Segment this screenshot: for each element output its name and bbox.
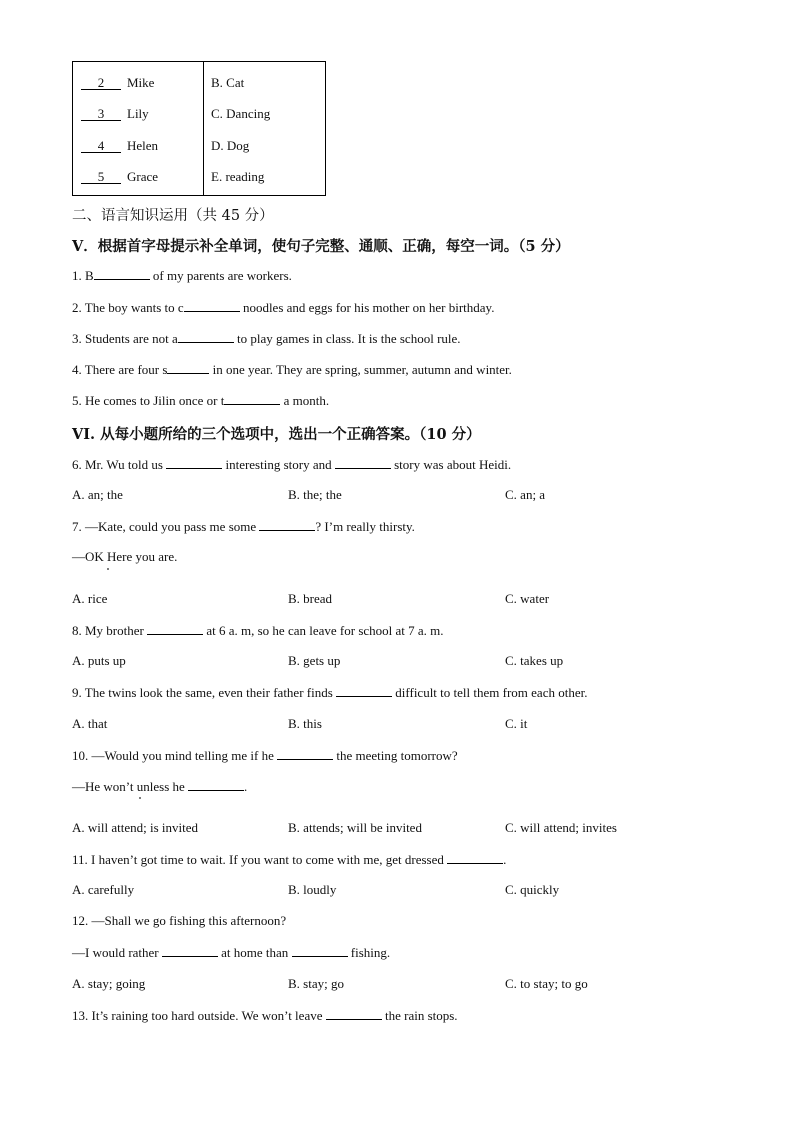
question-9: 9. The twins look the same, even their father finds difficult to tell them from each other. (72, 685, 588, 700)
option-c: C. it (505, 716, 528, 731)
fill-item-1: 1. B of my parents are workers. (72, 268, 292, 283)
section-6-title: VI. 从每小题所给的三个选项中，选出一个正确答案。（10 分） (72, 426, 481, 443)
answer-blank (178, 330, 234, 343)
answer-blank (94, 267, 150, 280)
answer-blank (166, 456, 222, 469)
answer-blank (336, 684, 392, 697)
question-10-reply: —He won’t unless he . (72, 779, 248, 794)
matching-right-item: D. Dog (211, 138, 250, 153)
question-11: 11. I haven’t got time to wait. If you want to come with me, get dressed . (72, 852, 507, 867)
option-b: B. loudly (288, 882, 337, 897)
question-13: 13. It’s raining too hard outside. We won’t leave the rain stops. (72, 1008, 458, 1023)
option-c: C. an; a (505, 487, 546, 502)
answer-blank (277, 747, 333, 760)
question-7: 7. —Kate, could you pass me some ? I’m really thirsty. (72, 519, 415, 534)
option-b: B. stay; go (288, 976, 344, 991)
fill-item-3: 3. Students are not a to play games in class. It is the school rule. (72, 331, 461, 346)
question-8: 8. My brother at 6 a. m, so he can leave for school at 7 a. m. (72, 623, 444, 638)
answer-blank (326, 1007, 382, 1020)
fill-item-5: 5. He comes to Jilin once or t a month. (72, 393, 330, 408)
punctuation-dot (107, 568, 109, 570)
fill-item-2: 2. The boy wants to c noodles and eggs for his mother on her birthday. (72, 300, 495, 315)
answer-blank (224, 392, 280, 405)
section-5-title: V．根据首字母提示补全单词，使句子完整、通顺、正确，每空一词。（5 分） (72, 238, 570, 255)
option-a: A. carefully (72, 882, 135, 897)
answer-blank (335, 456, 391, 469)
option-a: A. that (72, 716, 108, 731)
item-name: Lily (127, 106, 149, 121)
option-a: A. rice (72, 591, 108, 606)
matching-right-item: B. Cat (211, 75, 245, 90)
option-c: C. quickly (505, 882, 560, 897)
answer-blank (167, 361, 209, 374)
option-b: B. gets up (288, 653, 341, 668)
answer-blank: 5 (81, 170, 121, 184)
matching-table (72, 61, 326, 196)
matching-right-item: E. reading (211, 169, 265, 184)
answer-blank (147, 622, 203, 635)
option-c: C. to stay; to go (505, 976, 588, 991)
fill-item-4: 4. There are four s in one year. They are spring, summer, autumn and winter. (72, 362, 512, 377)
matching-right-item: C. Dancing (211, 106, 271, 121)
answer-blank (292, 944, 348, 957)
question-12: 12. —Shall we go fishing this afternoon? (72, 913, 287, 928)
answer-blank (184, 299, 240, 312)
answer-blank: 4 (81, 139, 121, 153)
option-c: C. takes up (505, 653, 564, 668)
answer-blank (188, 778, 244, 791)
answer-blank: 3 (81, 107, 121, 121)
matching-left-item (81, 75, 154, 91)
option-a: A. an; the (72, 487, 123, 502)
answer-blank (259, 518, 315, 531)
option-a: A. puts up (72, 653, 126, 668)
section-2-title: 二、语言知识运用（共 45 分） (72, 208, 274, 224)
option-b: B. the; the (288, 487, 342, 502)
punctuation-dot (139, 797, 141, 799)
matching-right-column (204, 62, 326, 196)
item-name: Helen (127, 138, 159, 153)
option-b: B. attends; will be invited (288, 820, 422, 835)
matching-left-item (81, 169, 158, 185)
option-c: C. water (505, 591, 550, 606)
answer-blank: 2 (81, 76, 121, 90)
answer-blank (162, 944, 218, 957)
option-a: A. stay; going (72, 976, 146, 991)
item-name: Grace (127, 169, 159, 184)
matching-left-column (73, 62, 204, 196)
item-name: Mike (127, 75, 155, 90)
option-c: C. will attend; invites (505, 820, 617, 835)
question-12-reply: —I would rather at home than fishing. (72, 945, 391, 960)
answer-blank (447, 851, 503, 864)
option-b: B. bread (288, 591, 333, 606)
question-10: 10. —Would you mind telling me if he the meeting tomorrow? (72, 748, 458, 763)
question-6: 6. Mr. Wu told us interesting story and story was about Heidi. (72, 457, 512, 472)
matching-left-item (81, 138, 158, 154)
matching-left-item (81, 106, 149, 122)
option-a: A. will attend; is invited (72, 820, 199, 835)
question-7-reply: —OK Here you are. (72, 549, 178, 564)
option-b: B. this (288, 716, 322, 731)
